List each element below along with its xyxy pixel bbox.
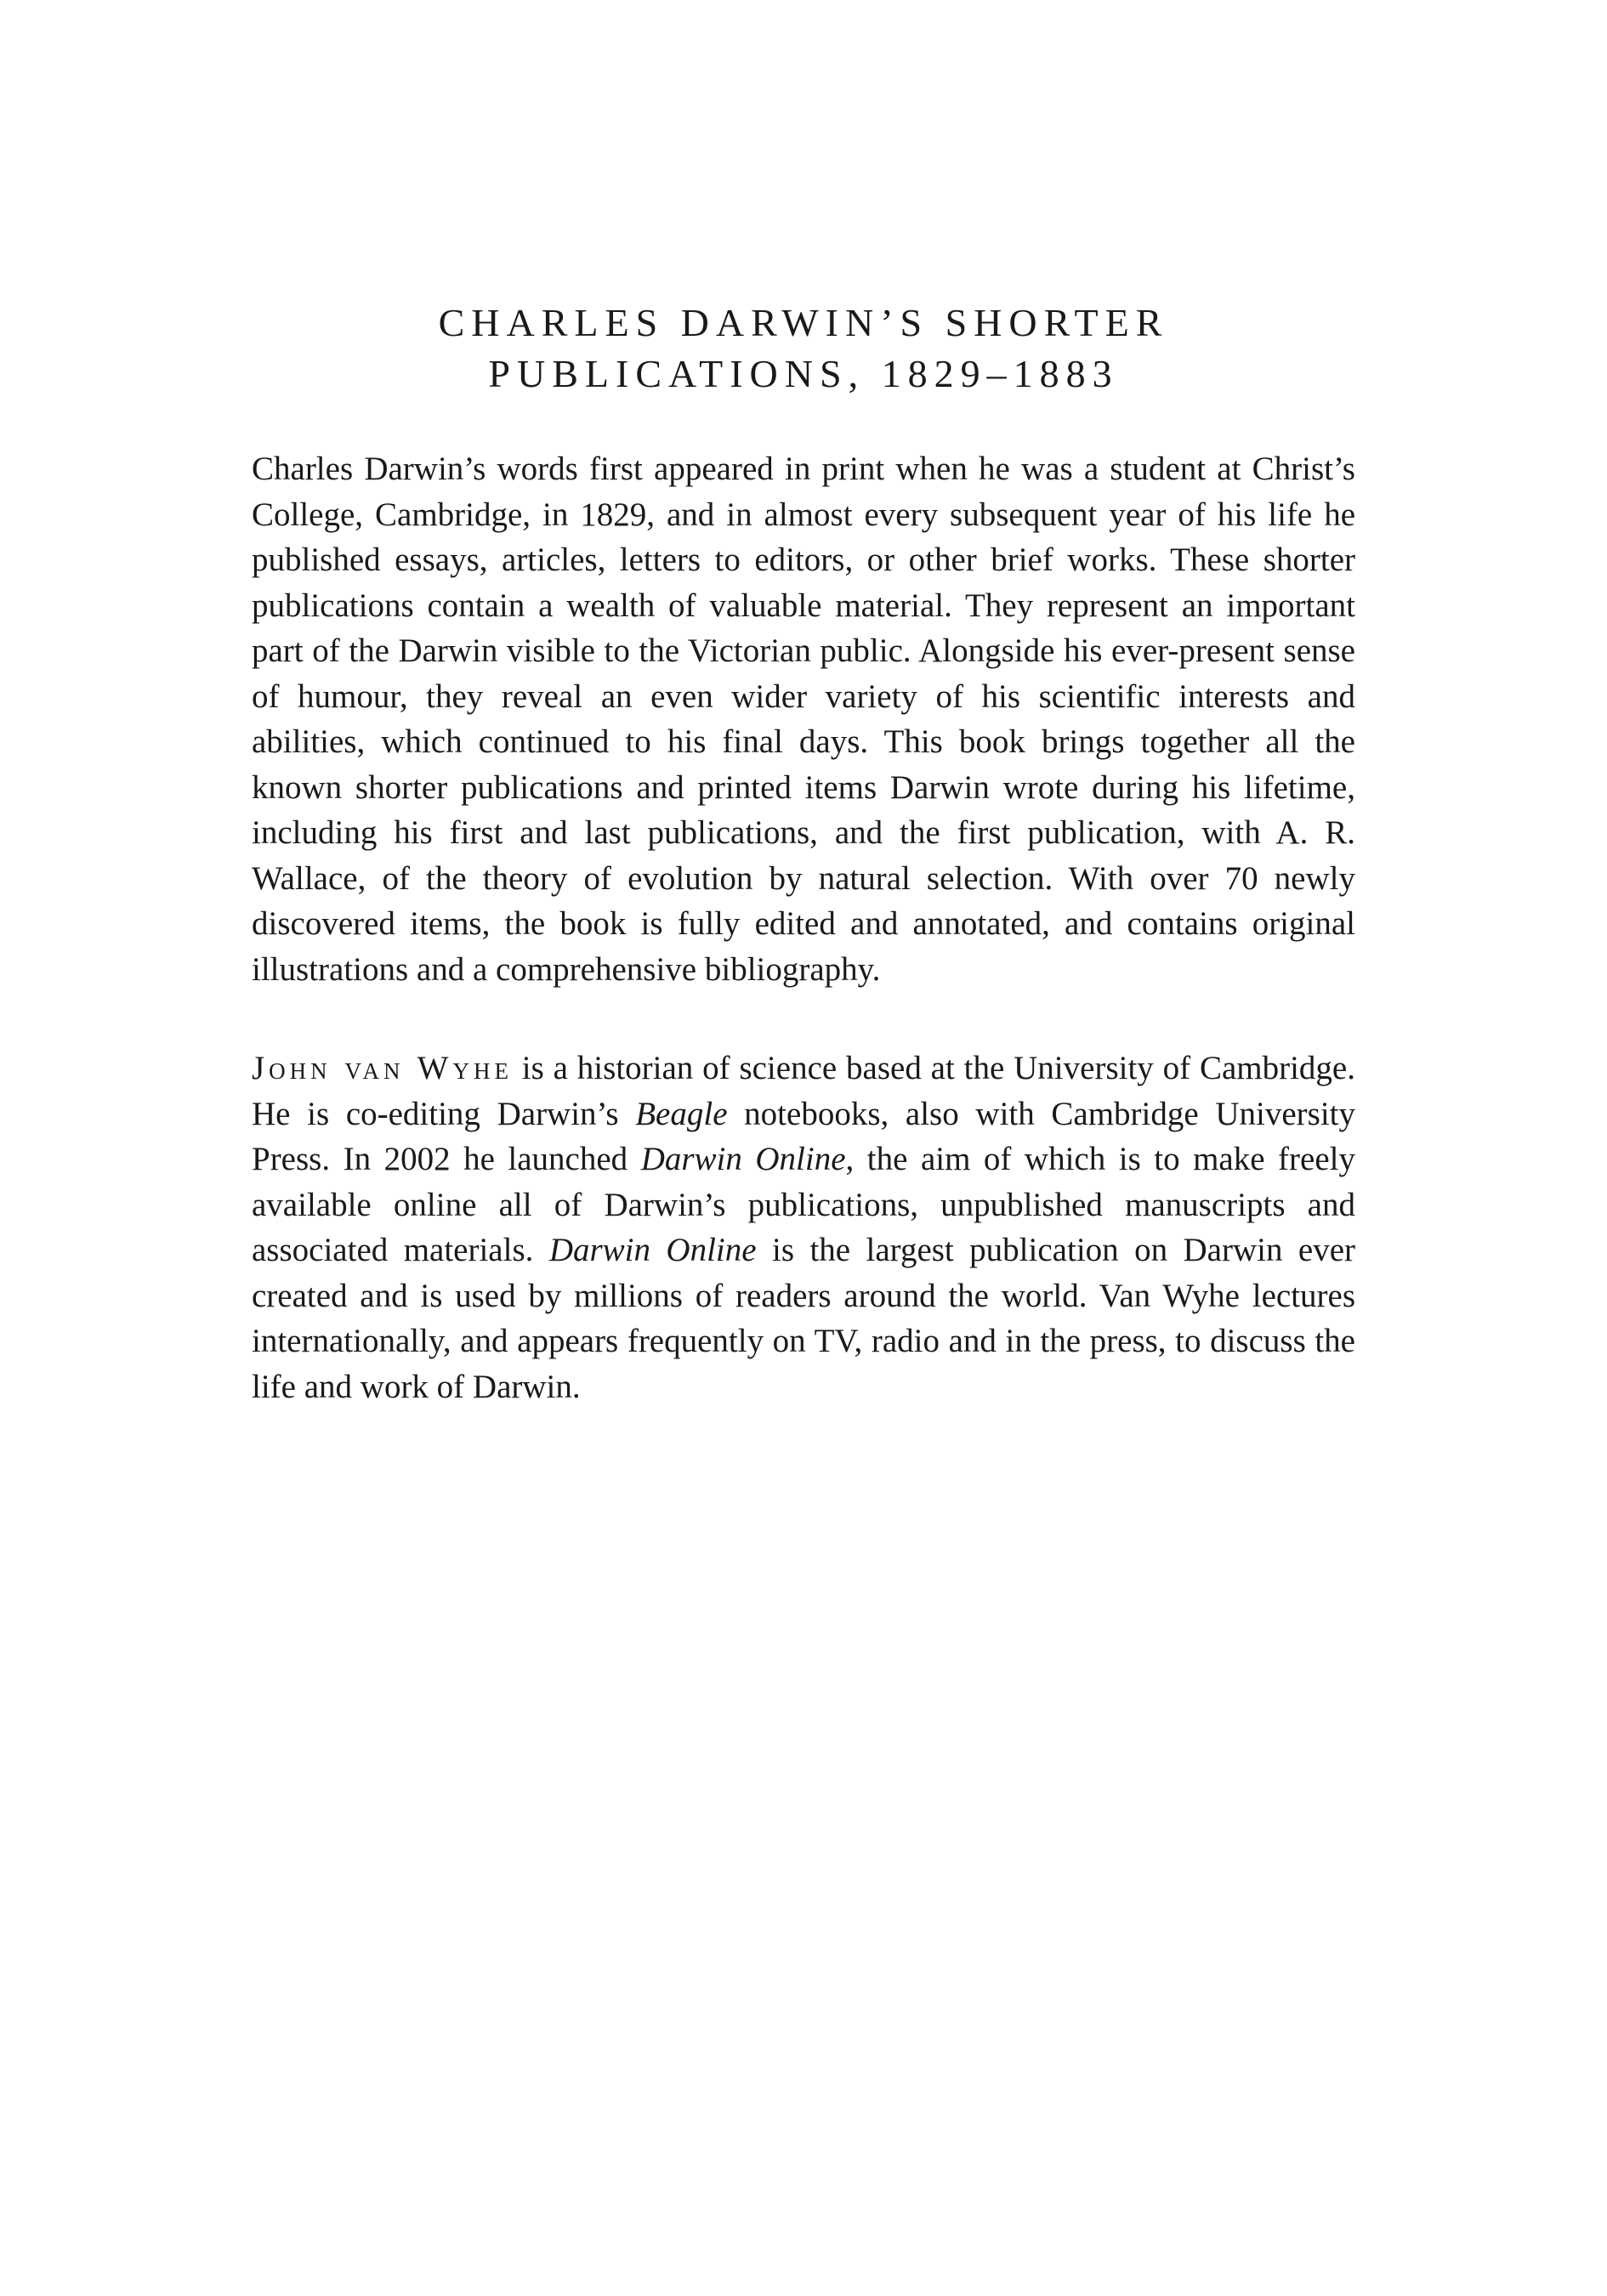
bio-text-1: is a historian of science based at the University of Cambridge. He is co-editing Darwin’s	[252, 1050, 1355, 1132]
bio-text-3: , the aim of which is to make freely available online all of Darwin’s publications, unpublished manuscripts and associated materials.	[252, 1141, 1355, 1268]
beagle-title: Beagle	[635, 1095, 728, 1132]
darwin-online-title-2: Darwin Online	[548, 1232, 757, 1268]
book-summary: Charles Darwin’s words first appeared in print when he was a student at Christ’s College, Cambridge, in 1829, and in almost every subsequent year of his life he published essays, articles, letters to editors, or other brief works. These shorter publications contain a wealth of valuable material. They represent an important part of the Darwin visible to the Victorian public. Alongside his ever-present sense of humour, they reveal an even wider variety of his scientific interests and abilities, which continued to his final days. This book brings together all the known shorter publications and printed items Darwin wrote during his lifetime, including his first and last publications, and the first publication, with A. R. Wallace, of the theory of evolution by natural selection. With over 70 newly discovered items, the book is fully edited and annotated, and contains original illustrations and a comprehensive bibliography.	[252, 451, 1355, 988]
title-line-1: CHARLES DARWIN’S SHORTER	[438, 301, 1169, 344]
title-line-2: PUBLICATIONS, 1829–1883	[488, 352, 1119, 395]
bio-text-4: is the largest publication on Darwin ever created and is used by millions of readers around the world. Van Wyhe lectures internationally, and appears frequently on TV, radio and in the press, to discuss the life and work of Darwin.	[252, 1232, 1355, 1405]
bio-text-2: notebooks, also with Cambridge University Press. In 2002 he launched	[252, 1095, 1355, 1177]
author-bio	[252, 1046, 1355, 1409]
book-title	[252, 298, 1355, 400]
darwin-online-title-1: Darwin Online	[640, 1141, 846, 1177]
author-name: John van Wyhe	[252, 1050, 513, 1086]
